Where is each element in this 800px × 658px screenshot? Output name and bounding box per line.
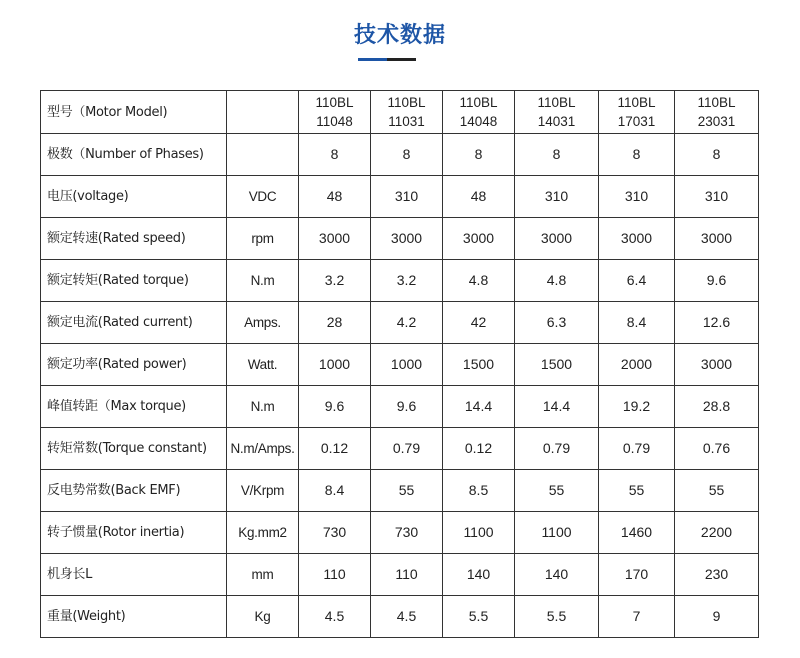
value-cell: 19.2 (599, 386, 675, 428)
value-cell: 8 (599, 134, 675, 176)
value-cell: 3000 (599, 218, 675, 260)
model-name-line2: 14048 (459, 114, 498, 129)
table-row (41, 596, 759, 638)
model-name-line2: 17031 (617, 114, 656, 129)
value-cell: 8 (299, 134, 371, 176)
value-cell: 0.79 (515, 428, 599, 470)
value-cell: 1100 (443, 512, 515, 554)
value-cell: 7 (599, 596, 675, 638)
table-row (41, 512, 759, 554)
table-row (41, 260, 759, 302)
row-unit: Kg (227, 596, 299, 638)
value-cell: 3.2 (371, 260, 443, 302)
row-label: 极数（Number of Phases) (41, 134, 227, 176)
model-name-line2: 14031 (537, 114, 576, 129)
value-cell: 8.5 (443, 470, 515, 512)
value-cell: 4.8 (515, 260, 599, 302)
row-unit (227, 134, 299, 176)
model-cell (371, 91, 443, 134)
value-cell: 310 (599, 176, 675, 218)
model-cell (675, 91, 759, 134)
model-name-line1: 110BL (617, 95, 656, 110)
value-cell: 2200 (675, 512, 759, 554)
model-cell (443, 91, 515, 134)
table-row (41, 134, 759, 176)
table-row (41, 176, 759, 218)
row-unit: rpm (227, 218, 299, 260)
value-cell: 8 (515, 134, 599, 176)
value-cell: 730 (299, 512, 371, 554)
model-name-line1: 110BL (537, 95, 576, 110)
model-name-line1: 110BL (459, 95, 498, 110)
value-cell: 0.76 (675, 428, 759, 470)
value-cell: 1460 (599, 512, 675, 554)
value-cell: 4.5 (299, 596, 371, 638)
value-cell: 3.2 (299, 260, 371, 302)
row-label: 峰值转距（Max torque) (41, 386, 227, 428)
row-label: 额定转速(Rated speed) (41, 218, 227, 260)
model-cell (515, 91, 599, 134)
row-unit (227, 91, 299, 134)
value-cell: 9 (675, 596, 759, 638)
value-cell: 0.12 (443, 428, 515, 470)
value-cell: 55 (515, 470, 599, 512)
row-label: 转子惯量(Rotor inertia) (41, 512, 227, 554)
table-row (41, 386, 759, 428)
value-cell: 12.6 (675, 302, 759, 344)
row-label: 额定功率(Rated power) (41, 344, 227, 386)
model-name-line2: 11031 (388, 114, 425, 129)
row-unit: Kg.mm2 (227, 512, 299, 554)
title-underline (358, 58, 416, 61)
value-cell: 3000 (371, 218, 443, 260)
value-cell: 8.4 (599, 302, 675, 344)
value-cell: 6.3 (515, 302, 599, 344)
value-cell: 8.4 (299, 470, 371, 512)
value-cell: 0.12 (299, 428, 371, 470)
value-cell: 4.8 (443, 260, 515, 302)
table-row (41, 302, 759, 344)
row-label: 转矩常数(Torque constant) (41, 428, 227, 470)
value-cell: 28.8 (675, 386, 759, 428)
value-cell: 310 (371, 176, 443, 218)
row-label: 型号（Motor Model) (41, 91, 227, 134)
value-cell: 42 (443, 302, 515, 344)
value-cell: 170 (599, 554, 675, 596)
value-cell: 2000 (599, 344, 675, 386)
section-title: 技术数据 (353, 23, 446, 48)
model-name-line1: 110BL (315, 95, 354, 110)
value-cell: 55 (675, 470, 759, 512)
title-underline-blue (358, 58, 387, 61)
value-cell: 3000 (515, 218, 599, 260)
value-cell: 8 (371, 134, 443, 176)
table-row (41, 554, 759, 596)
value-cell: 1500 (515, 344, 599, 386)
table-row (41, 344, 759, 386)
value-cell: 55 (599, 470, 675, 512)
value-cell: 5.5 (515, 596, 599, 638)
value-cell: 1500 (443, 344, 515, 386)
row-label: 电压(voltage) (41, 176, 227, 218)
model-cell (299, 91, 371, 134)
value-cell: 9.6 (299, 386, 371, 428)
value-cell: 4.2 (371, 302, 443, 344)
value-cell: 3000 (299, 218, 371, 260)
row-label: 反电势常数(Back EMF) (41, 470, 227, 512)
value-cell: 14.4 (515, 386, 599, 428)
table-row (41, 218, 759, 260)
value-cell: 8 (443, 134, 515, 176)
value-cell: 310 (675, 176, 759, 218)
row-unit: Watt. (227, 344, 299, 386)
row-unit: N.m (227, 386, 299, 428)
value-cell: 3000 (675, 344, 759, 386)
model-name-line2: 11048 (316, 114, 353, 129)
row-label: 额定电流(Rated current) (41, 302, 227, 344)
value-cell: 48 (299, 176, 371, 218)
table-row-model (41, 91, 759, 134)
value-cell: 730 (371, 512, 443, 554)
value-cell: 0.79 (599, 428, 675, 470)
model-cell (599, 91, 675, 134)
value-cell: 48 (443, 176, 515, 218)
value-cell: 3000 (675, 218, 759, 260)
value-cell: 5.5 (443, 596, 515, 638)
value-cell: 1100 (515, 512, 599, 554)
table-row (41, 470, 759, 512)
spec-table-body (41, 134, 759, 638)
row-unit: Amps. (227, 302, 299, 344)
value-cell: 9.6 (371, 386, 443, 428)
value-cell: 1000 (299, 344, 371, 386)
value-cell: 140 (443, 554, 515, 596)
model-name-line1: 110BL (697, 95, 736, 110)
value-cell: 230 (675, 554, 759, 596)
row-unit: V/Krpm (227, 470, 299, 512)
value-cell: 110 (371, 554, 443, 596)
model-name-line2: 23031 (697, 114, 736, 129)
value-cell: 1000 (371, 344, 443, 386)
row-label: 机身长L (41, 554, 227, 596)
spec-table (40, 90, 759, 638)
row-label: 额定转矩(Rated torque) (41, 260, 227, 302)
value-cell: 8 (675, 134, 759, 176)
table-row (41, 428, 759, 470)
value-cell: 140 (515, 554, 599, 596)
value-cell: 28 (299, 302, 371, 344)
row-label: 重量(Weight) (41, 596, 227, 638)
row-unit: VDC (227, 176, 299, 218)
value-cell: 6.4 (599, 260, 675, 302)
value-cell: 9.6 (675, 260, 759, 302)
model-name-line1: 110BL (387, 95, 426, 110)
value-cell: 310 (515, 176, 599, 218)
value-cell: 0.79 (371, 428, 443, 470)
value-cell: 14.4 (443, 386, 515, 428)
row-unit: N.m/Amps. (227, 428, 299, 470)
value-cell: 110 (299, 554, 371, 596)
value-cell: 3000 (443, 218, 515, 260)
row-unit: mm (227, 554, 299, 596)
value-cell: 4.5 (371, 596, 443, 638)
row-unit: N.m (227, 260, 299, 302)
title-underline-dark (387, 58, 416, 61)
value-cell: 55 (371, 470, 443, 512)
